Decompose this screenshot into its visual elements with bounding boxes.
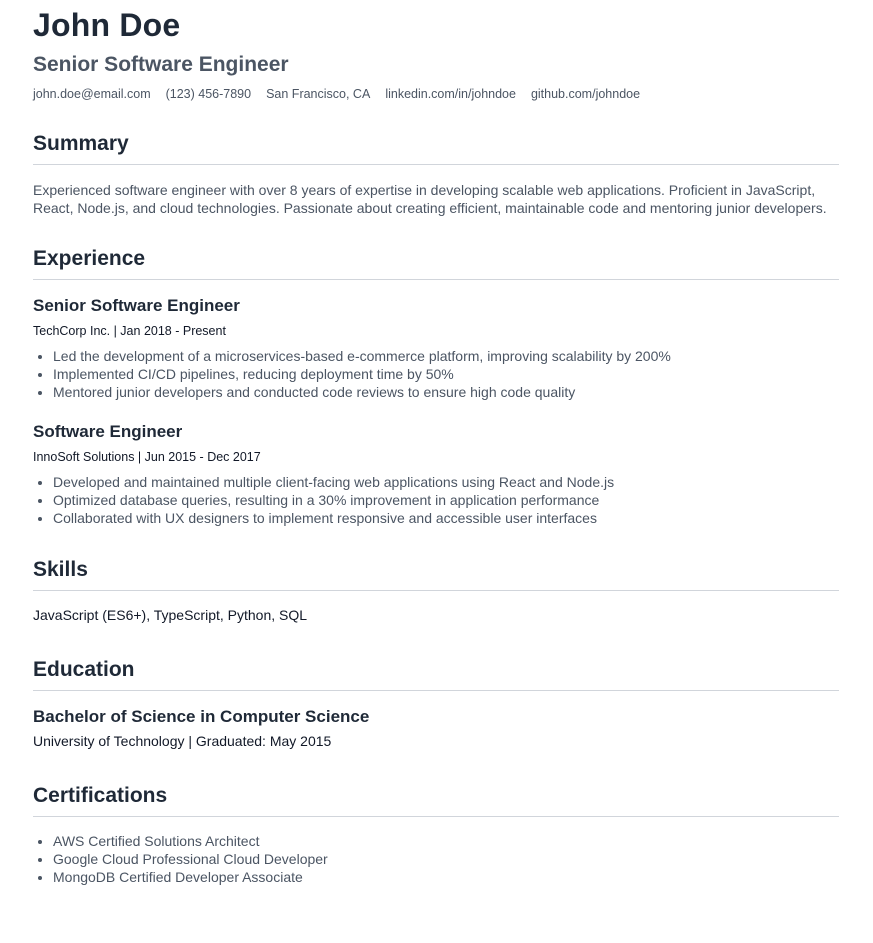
- summary-text: Experienced software engineer with over 8 years of expertise in developing scalable web applications. Proficient in JavaScript, React, Node.js, and cloud technologies. Passionate about creating efficient, maintainable code and mentoring junior developers.: [33, 182, 827, 216]
- degree-title: Bachelor of Science in Computer Science: [33, 707, 370, 726]
- certification-item: • MongoDB Certified Developer Associate: [53, 868, 839, 886]
- candidate-headline: Senior Software Engineer: [33, 53, 289, 76]
- contact-bar: [33, 86, 839, 102]
- contact-github: github.com/johndoe: [530, 87, 641, 101]
- contact-linkedin: linkedin.com/in/johndoe: [385, 87, 516, 101]
- job-meta: InnoSoft Solutions | Jun 2015 - Dec 2017: [33, 450, 261, 464]
- summary-section: [33, 131, 839, 217]
- experience-section: [33, 246, 839, 527]
- skills-heading: Skills: [33, 557, 839, 591]
- skills-section: [33, 557, 839, 624]
- certifications-section: [33, 783, 839, 886]
- skills-text: JavaScript (ES6+), TypeScript, Python, SQL: [33, 607, 308, 623]
- job-bullet: • Developed and maintained multiple client-facing web applications using React and Node.js: [53, 473, 839, 491]
- education-heading: Education: [33, 657, 839, 691]
- job-bullet: • Led the development of a microservices-based e-commerce platform, improving scalability by 200%: [53, 347, 839, 365]
- job-bullet: • Optimized database queries, resulting in a 30% improvement in application performance: [53, 491, 839, 509]
- certification-item: • Google Cloud Professional Cloud Developer: [53, 850, 839, 868]
- job-entry: [33, 421, 839, 527]
- certifications-heading: Certifications: [33, 783, 839, 817]
- education-section: [33, 657, 839, 750]
- contact-email: john.doe@email.com: [33, 87, 151, 101]
- school-info: University of Technology | Graduated: May 2015: [33, 733, 332, 749]
- job-bullet: • Implemented CI/CD pipelines, reducing deployment time by 50%: [53, 365, 839, 383]
- contact-location: San Francisco, CA: [266, 87, 371, 101]
- job-title: Software Engineer: [33, 422, 183, 441]
- certifications-list: [33, 832, 839, 886]
- certification-item: • AWS Certified Solutions Architect: [53, 832, 839, 850]
- job-entry: [33, 295, 839, 401]
- job-title: Senior Software Engineer: [33, 296, 240, 315]
- contact-phone: (123) 456-7890: [165, 87, 252, 101]
- summary-heading: Summary: [33, 131, 839, 165]
- job-bullets: [33, 473, 839, 527]
- job-bullet: • Mentored junior developers and conducted code reviews to ensure high code quality: [53, 383, 839, 401]
- experience-heading: Experience: [33, 246, 839, 280]
- job-bullets: [33, 347, 839, 401]
- candidate-name: John Doe: [33, 7, 181, 43]
- job-meta: TechCorp Inc. | Jan 2018 - Present: [33, 324, 226, 338]
- job-bullet: • Collaborated with UX designers to implement responsive and accessible user interfaces: [53, 509, 839, 527]
